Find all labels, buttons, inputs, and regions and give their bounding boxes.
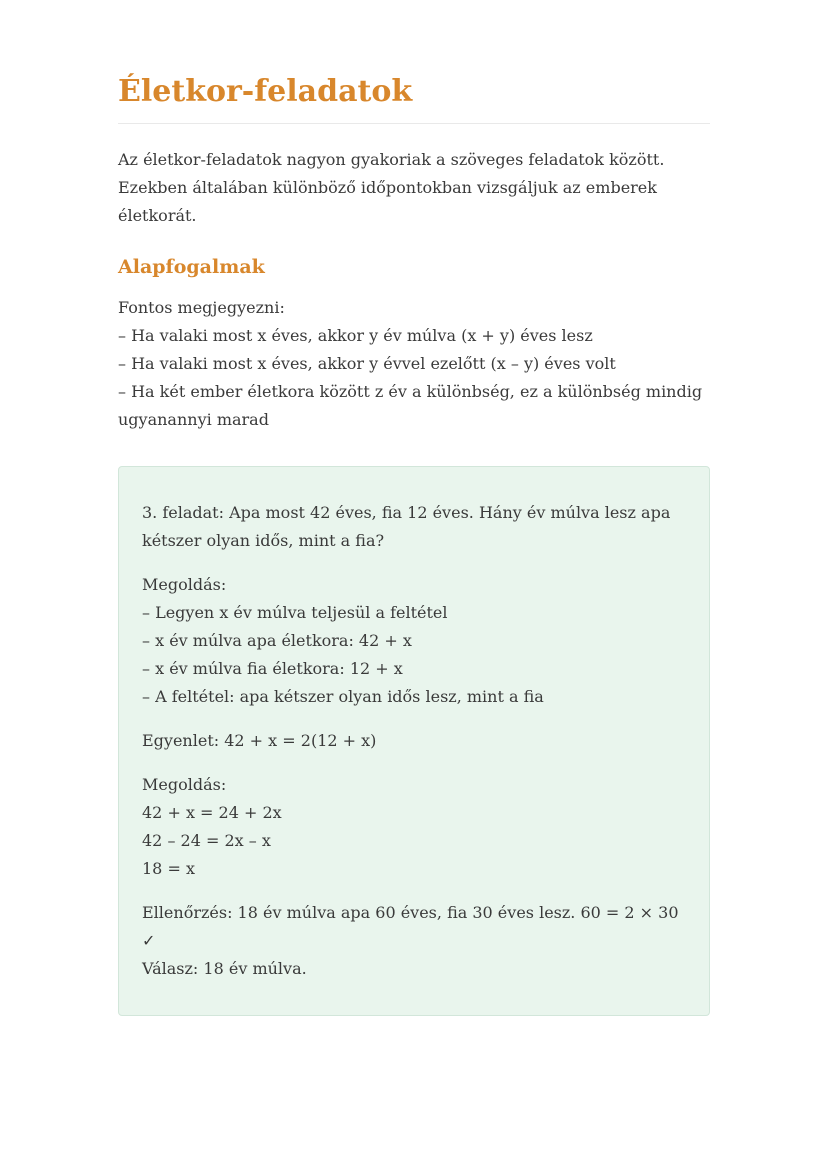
note-line: – Ha valaki most x éves, akkor y év múlva (x + y) éves lesz — [118, 326, 593, 345]
verification-block — [142, 899, 686, 983]
document-page — [118, 0, 710, 1016]
example-problem-box — [118, 466, 710, 1016]
solution-setup — [142, 571, 686, 711]
answer-line: Válasz: 18 év múlva. — [142, 959, 307, 978]
setup-line: – x év múlva apa életkora: 42 + x — [142, 631, 412, 650]
check-line: Ellenőrzés: 18 év múlva apa 60 éves, fia 30 éves lesz. 60 = 2 × 30 ✓ — [142, 903, 679, 950]
page-title: Életkor-feladatok — [118, 74, 413, 109]
section-heading-alapfogalmak: Alapfogalmak — [118, 256, 265, 278]
setup-line: – x év múlva fia életkora: 12 + x — [142, 659, 403, 678]
notes-list — [118, 294, 710, 434]
intro-paragraph: Az életkor-feladatok nagyon gyakoriak a szöveges feladatok között. Ezekben általában különböző időpontokban vizsgáljuk az emberek életkorát. — [118, 150, 665, 225]
note-line: – Ha két ember életkora között z év a különbség, ez a különbség mindig ugyanannyi marad — [118, 382, 703, 429]
solution-step: 18 = x — [142, 859, 195, 878]
solution-step: 42 – 24 = 2x – x — [142, 831, 271, 850]
solution-lead: Megoldás: — [142, 775, 227, 794]
solution-step: 42 + x = 24 + 2x — [142, 803, 282, 822]
solution-steps — [142, 771, 686, 883]
setup-line: – Legyen x év múlva teljesül a feltétel — [142, 603, 448, 622]
problem-statement: 3. feladat: Apa most 42 éves, fia 12 éves. Hány év múlva lesz apa kétszer olyan idős, mint a fia? — [142, 503, 671, 550]
notes-lead: Fontos megjegyezni: — [118, 298, 285, 317]
setup-line: – A feltétel: apa kétszer olyan idős lesz, mint a fia — [142, 687, 544, 706]
equation-line: Egyenlet: 42 + x = 2(12 + x) — [142, 731, 377, 750]
setup-lead: Megoldás: — [142, 575, 227, 594]
note-line: – Ha valaki most x éves, akkor y évvel ezelőtt (x – y) éves volt — [118, 354, 616, 373]
title-divider — [118, 123, 710, 124]
